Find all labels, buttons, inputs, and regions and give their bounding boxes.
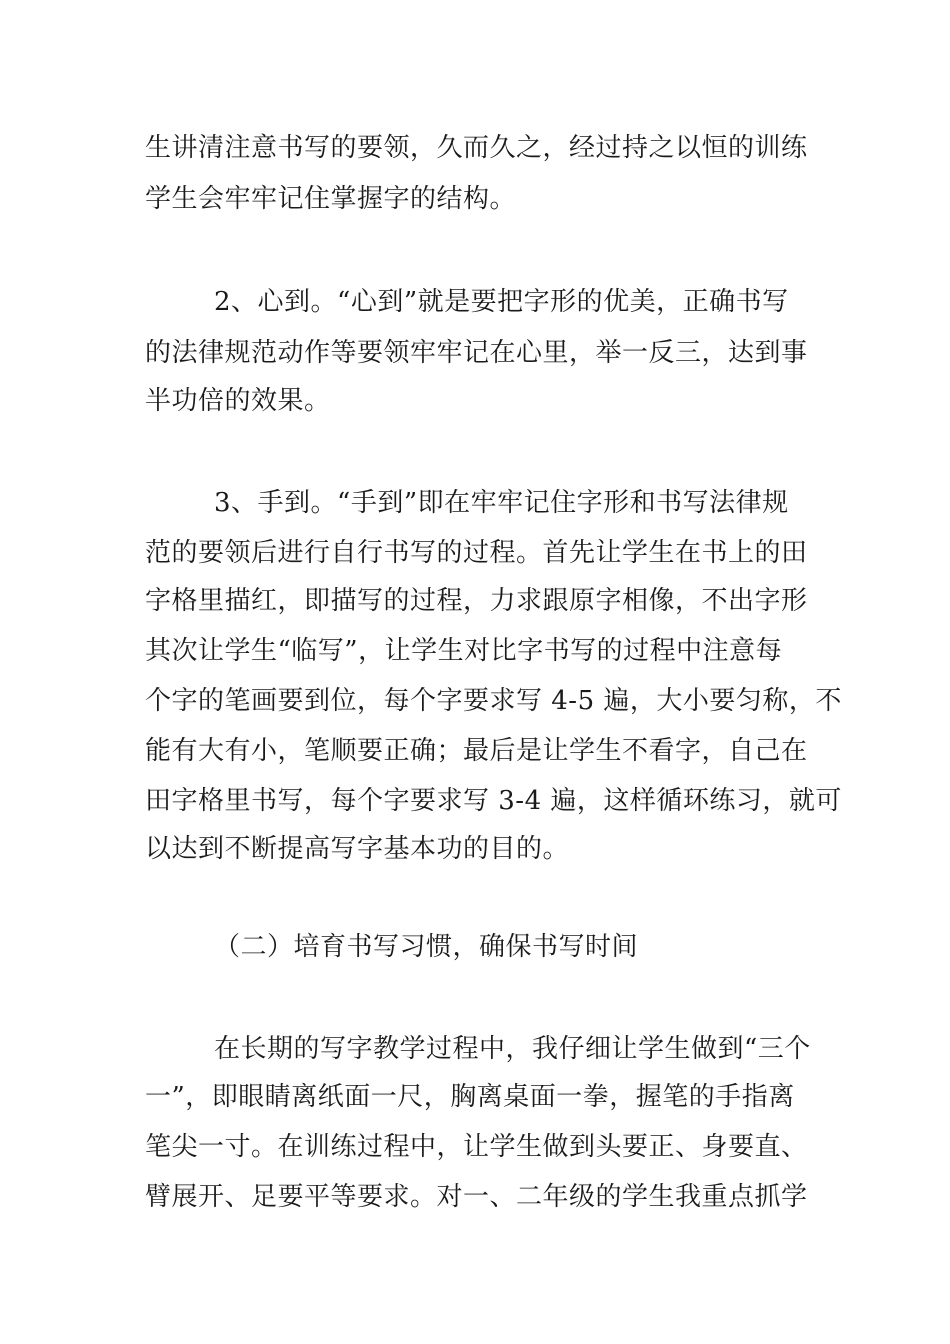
text-line: 半功倍的效果。 <box>145 386 331 416</box>
text-line: 臂展开、足要平等要求。对一、二年级的学生我重点抓学 <box>145 1182 808 1212</box>
text-line: 以达到不断提高写字基本功的目的。 <box>145 834 570 864</box>
text-line: 田字格里书写，每个字要求写 3-4 遍，这样循环练习，就可 <box>145 786 842 816</box>
paragraph-heading-line: 3、手到。“手到”即在牢牢记住字形和书写法律规 <box>214 488 789 518</box>
text-line: 字格里描红，即描写的过程，力求跟原字相像，不出字形 <box>145 586 808 616</box>
text-line: 学生会牢牢记住掌握字的结构。 <box>145 184 517 214</box>
text-line: 一”，即眼睛离纸面一尺，胸离桌面一拳，握笔的手指离 <box>145 1082 795 1112</box>
text-line: 笔尖一寸。在训练过程中，让学生做到头要正、身要直、 <box>145 1132 808 1162</box>
paragraph-heading-line: 在长期的写字教学过程中，我仔细让学生做到“三个 <box>214 1034 811 1064</box>
paragraph-heading-line: 2、心到。“心到”就是要把字形的优美，正确书写 <box>214 287 789 317</box>
text-line: 范的要领后进行自行书写的过程。首先让学生在书上的田 <box>145 538 808 568</box>
text-line: 能有大有小，笔顺要正确；最后是让学生不看字，自己在 <box>145 736 808 766</box>
section-heading: （二）培育书写习惯，确保书写时间 <box>214 932 639 962</box>
text-line: 的法律规范动作等要领牢牢记在心里，举一反三，达到事 <box>145 338 808 368</box>
text-line: 个字的笔画要到位，每个字要求写 4-5 遍，大小要匀称，不 <box>145 686 842 716</box>
text-line: 其次让学生“临写”，让学生对比字书写的过程中注意每 <box>145 636 783 666</box>
text-line: 生讲清注意书写的要领，久而久之，经过持之以恒的训练 <box>145 133 808 163</box>
